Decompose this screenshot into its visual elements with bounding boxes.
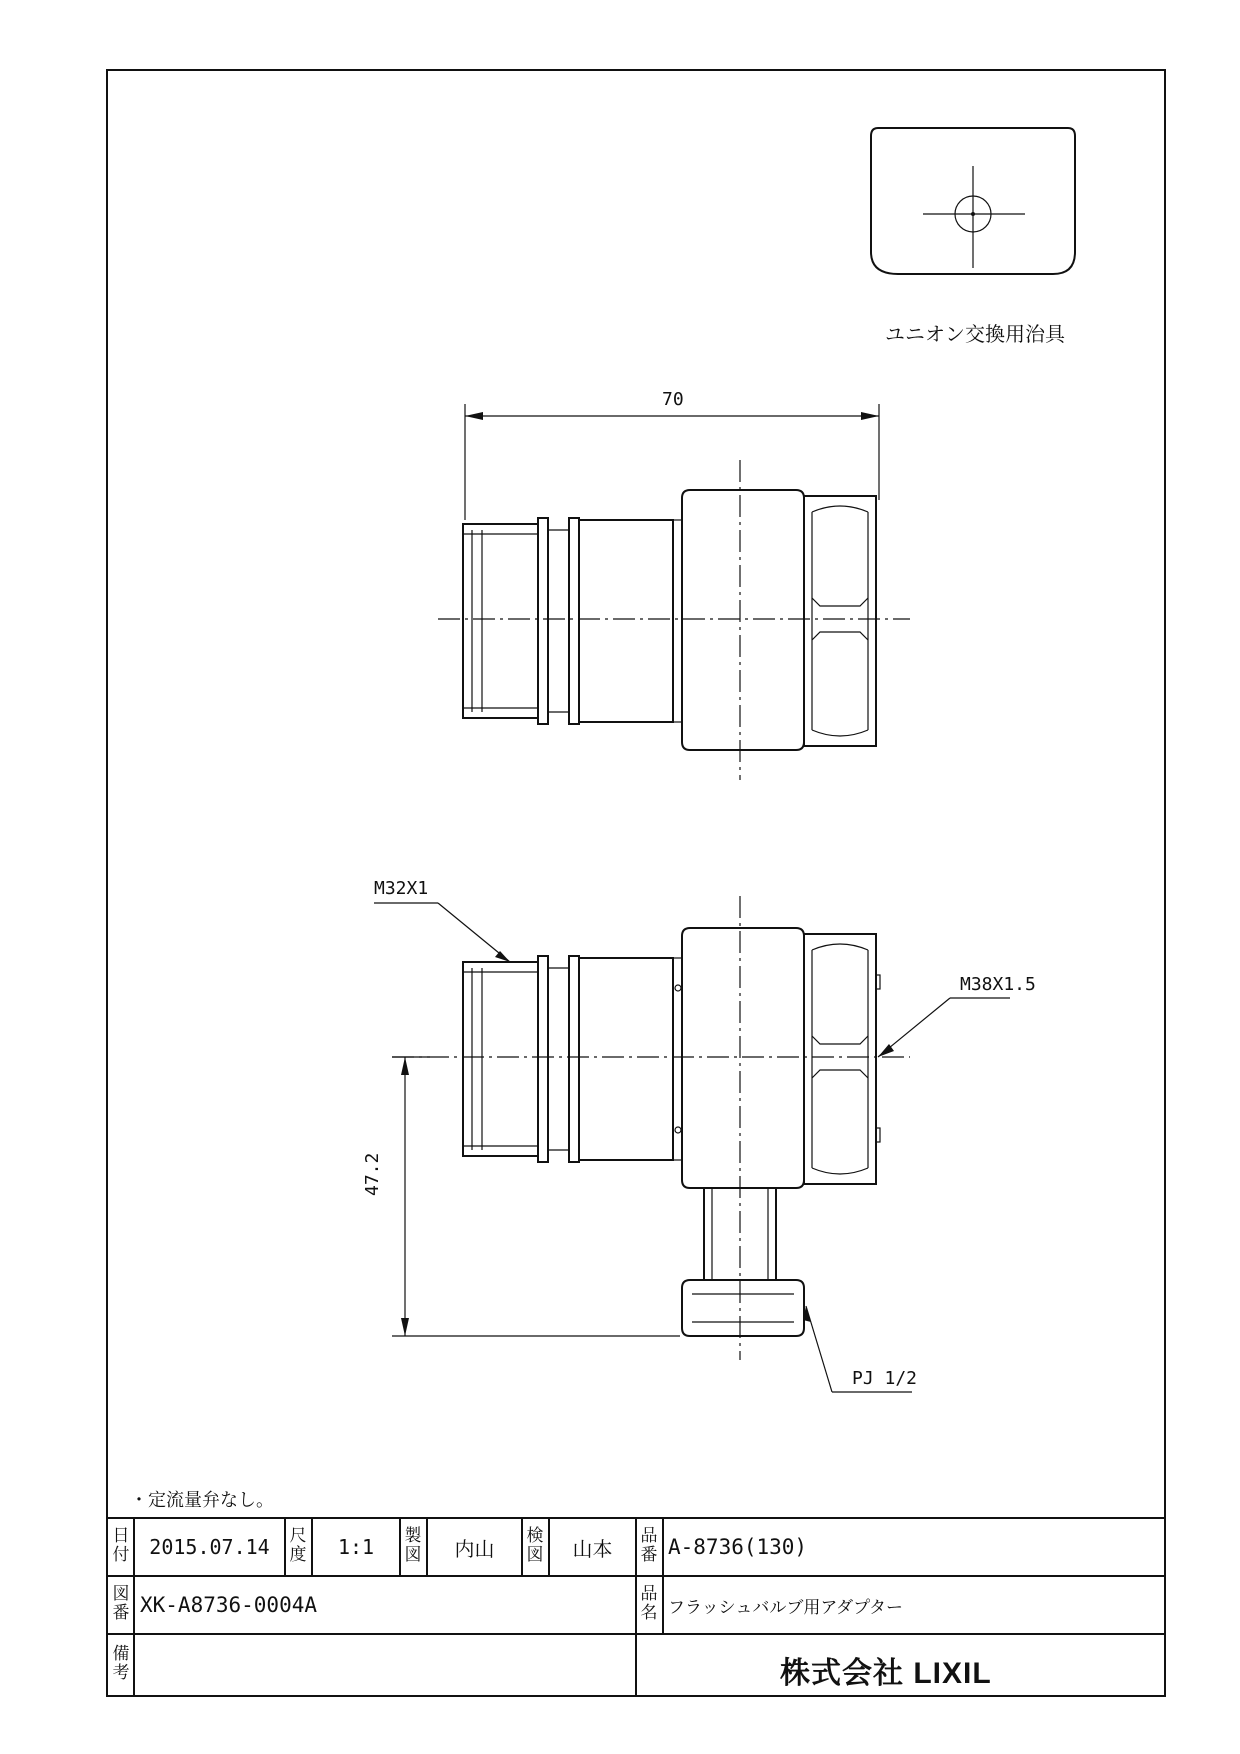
callout-m32x1: M32X1 bbox=[374, 878, 429, 899]
union-fixture-symbol bbox=[871, 128, 1075, 274]
part-name-label: 品 名 bbox=[640, 1584, 658, 1623]
part-name-value: フラッシュバルブ用アダプター bbox=[668, 1597, 903, 1618]
dimension-height: 47.2 bbox=[362, 1152, 383, 1196]
company-logo: 株式会社 LIXIL bbox=[780, 1657, 992, 1690]
drawing-number-value: XK-A8736-0004A bbox=[140, 1593, 318, 1617]
scale-value: 1:1 bbox=[337, 1535, 375, 1559]
part-number-value: A-8736(130) bbox=[668, 1535, 808, 1559]
drawn-by-label: 製 図 bbox=[404, 1526, 422, 1565]
fixture-label: ユニオン交換用治具 bbox=[885, 322, 1065, 346]
drawing-number-label: 図 番 bbox=[112, 1584, 130, 1623]
top-view bbox=[438, 404, 910, 780]
drawn-by-value: 内山 bbox=[454, 1536, 495, 1561]
checked-by-label: 検 図 bbox=[526, 1526, 544, 1565]
note-no-flow-valve: ・定流量弁なし。 bbox=[130, 1490, 274, 1511]
date-value: 2015.07.14 bbox=[149, 1535, 270, 1559]
date-label: 日 付 bbox=[112, 1526, 130, 1565]
scale-label: 尺 度 bbox=[289, 1526, 307, 1565]
dimension-length: 70 bbox=[662, 389, 684, 410]
remarks-label: 備 考 bbox=[112, 1644, 130, 1683]
callout-m38x1-5: M38X1.5 bbox=[960, 974, 1036, 995]
part-number-label: 品 番 bbox=[640, 1526, 658, 1565]
bottom-view bbox=[374, 896, 1010, 1392]
checked-by-value: 山本 bbox=[572, 1536, 613, 1561]
drawing-border bbox=[107, 70, 1165, 1696]
callout-pj-1-2: PJ 1/2 bbox=[852, 1368, 918, 1389]
